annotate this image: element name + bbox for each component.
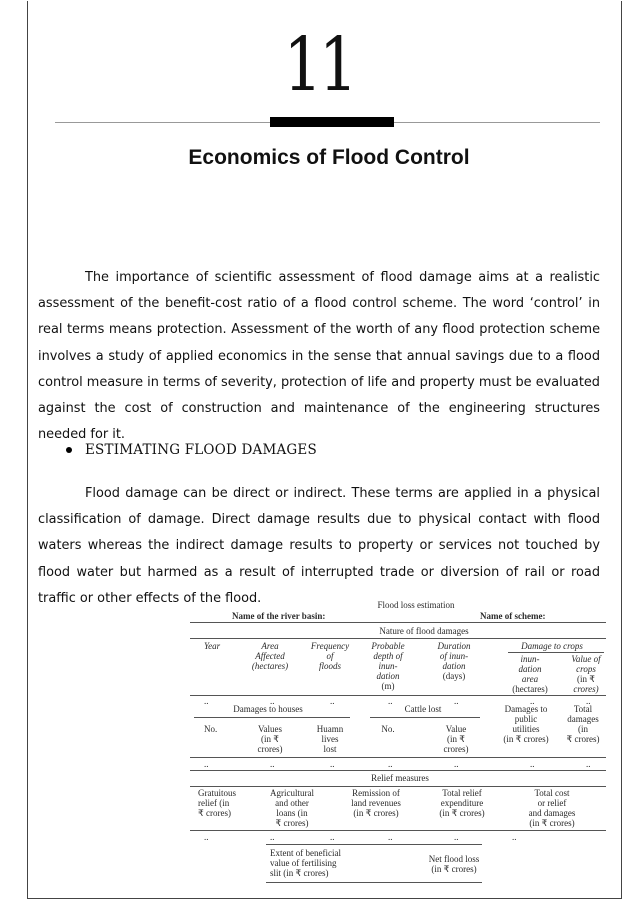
col-frequency-2: of	[326, 651, 334, 661]
cattle-header: Cattle lost	[404, 704, 442, 714]
dots: ..	[388, 832, 393, 842]
col-public-utilities-4: (in ₹ crores)	[503, 734, 549, 744]
col-area-3: (hectares)	[251, 661, 289, 671]
col-frequency-3: floods	[318, 661, 342, 671]
col-house-no: No.	[204, 724, 218, 734]
houses-header: Damages to houses	[233, 704, 303, 714]
col-crop-value-3: (in ₹	[577, 674, 595, 684]
dots: ..	[454, 696, 459, 706]
col-depth: Probable	[371, 641, 405, 651]
dots: ..	[330, 759, 335, 769]
col-inundation-area: inun-	[520, 654, 540, 664]
dots: ..	[270, 832, 275, 842]
col-area-2: Affected	[255, 651, 285, 661]
section-heading-text: ESTIMATING FLOOD DAMAGES	[85, 442, 317, 458]
col-total-relief-2: expenditure	[440, 798, 484, 808]
damage-paragraph: Flood damage can be direct or indirect. These terms are applied in a physical classification of damage. Direct damage results due to physical contact with flood waters whereas the indirect damage results to property or services not touched by flood water but harmed as a result of interrupted trade or diversion of rail or road traffic or other effects of the flood.	[38, 486, 600, 606]
col-total-cost-4: (in ₹ crores)	[529, 818, 575, 828]
col-loans-4: ₹ crores)	[275, 818, 309, 828]
col-crop-value-2: crops	[576, 664, 596, 674]
col-total-relief: Total relief	[442, 788, 482, 798]
dots: ..	[204, 832, 209, 842]
col-cattle-value-2: (in ₹	[447, 734, 465, 744]
dots: ..	[330, 832, 335, 842]
crops-header: Damage to crops	[521, 641, 583, 651]
section-heading	[66, 442, 317, 458]
col-gratuitous-3: ₹ crores)	[198, 808, 231, 818]
col-fertilising-silt-3: slit (in ₹ crores)	[270, 868, 329, 878]
col-public-utilities: Damages to	[504, 704, 548, 714]
col-duration: Duration	[437, 641, 471, 651]
dots: ..	[586, 759, 591, 769]
col-loans: Agricultural	[270, 788, 314, 798]
col-fertilising-silt-2: value of fertilising	[270, 858, 337, 868]
dots: ..	[530, 759, 535, 769]
chapter-number: 11	[283, 22, 355, 108]
col-total-cost-3: and damages	[528, 808, 576, 818]
dots: ..	[270, 759, 275, 769]
col-duration-3: dation	[442, 661, 466, 671]
col-depth-4: dation	[376, 671, 400, 681]
col-house-value: Values	[258, 724, 282, 734]
scheme-label: Name of scheme:	[480, 611, 546, 621]
dots: ..	[388, 696, 393, 706]
col-gratuitous: Gratuitous	[198, 788, 236, 798]
col-gratuitous-2: relief (in	[198, 798, 230, 808]
col-cattle-value: Value	[445, 724, 467, 734]
flood-loss-table	[190, 596, 610, 896]
col-total-relief-3: (in ₹ crores)	[439, 808, 485, 818]
col-net-flood-loss-2: (in ₹ crores)	[431, 864, 477, 874]
col-duration-4: (days)	[442, 671, 466, 681]
col-loans-3: loans (in	[276, 808, 308, 818]
col-loans-2: and other	[275, 798, 309, 808]
col-duration-2: of inun-	[439, 651, 469, 661]
col-crop-value-4: crores)	[573, 684, 599, 694]
col-house-value-3: crores)	[257, 744, 283, 754]
col-crop-value: Value of	[571, 654, 601, 664]
col-total-damages-2: damages	[567, 714, 599, 724]
col-public-utilities-2: public	[514, 714, 538, 724]
chapter-title: Economics of Flood Control	[188, 146, 470, 169]
col-total-damages: Total	[573, 704, 593, 714]
col-lives-lost-2: lives	[321, 734, 339, 744]
dots: ..	[586, 696, 591, 706]
col-frequency: Frequency	[310, 641, 350, 651]
col-inundation-area-2: dation	[518, 664, 542, 674]
relief-header: Relief measures	[371, 773, 429, 783]
dots: ..	[388, 759, 393, 769]
col-depth-5: (m)	[381, 681, 395, 691]
col-cattle-value-3: crores)	[443, 744, 469, 754]
col-depth-3: inun-	[378, 661, 398, 671]
bullet-icon	[66, 447, 72, 453]
col-inundation-area-3: area	[521, 674, 539, 684]
col-cattle-no: No.	[381, 724, 395, 734]
dots: ..	[454, 759, 459, 769]
col-remission: Remission of	[352, 788, 400, 798]
title-rule-accent	[270, 117, 394, 127]
nature-header: Nature of flood damages	[379, 626, 469, 636]
dots: ..	[512, 832, 517, 842]
col-net-flood-loss: Net flood loss	[428, 854, 480, 864]
col-remission-2: land revenues	[351, 798, 401, 808]
col-total-cost: Total cost	[534, 788, 570, 798]
col-lives-lost-3: lost	[323, 744, 337, 754]
dots: ..	[204, 696, 209, 706]
dots: ..	[330, 696, 335, 706]
col-inundation-area-4: (hectares)	[512, 684, 548, 694]
col-lives-lost: Huamn	[316, 724, 344, 734]
col-total-damages-3: (in	[578, 724, 588, 734]
table-caption: Flood loss estimation	[377, 600, 455, 610]
col-year: Year	[204, 641, 221, 651]
dots: ..	[204, 759, 209, 769]
river-basin-label: Name of the river basin:	[232, 611, 326, 621]
dots: ..	[270, 696, 275, 706]
col-area: Area	[261, 641, 279, 651]
col-fertilising-silt: Extent of beneficial	[270, 848, 341, 858]
col-public-utilities-3: utilities	[512, 724, 540, 734]
dots: ..	[454, 832, 459, 842]
dots: ..	[530, 696, 535, 706]
col-house-value-2: (in ₹	[261, 734, 279, 744]
col-total-damages-4: ₹ crores)	[566, 734, 600, 744]
col-total-cost-2: or relief	[537, 798, 567, 808]
col-remission-3: (in ₹ crores)	[353, 808, 399, 818]
col-depth-2: depth of	[373, 651, 403, 661]
intro-paragraph: The importance of scientific assessment of flood damage aims at a realistic assessment of the benefit-cost ratio of a flood control scheme. The word ‘control’ in real terms means protection. Assessment of the worth of any flood protection scheme involves a study of applied economics in the sense that annual savings due to a flood control measure in terms of severity, protection of life and property must be evaluated against the cost of construction and maintenance of the engineering structures needed for it.	[38, 270, 600, 443]
